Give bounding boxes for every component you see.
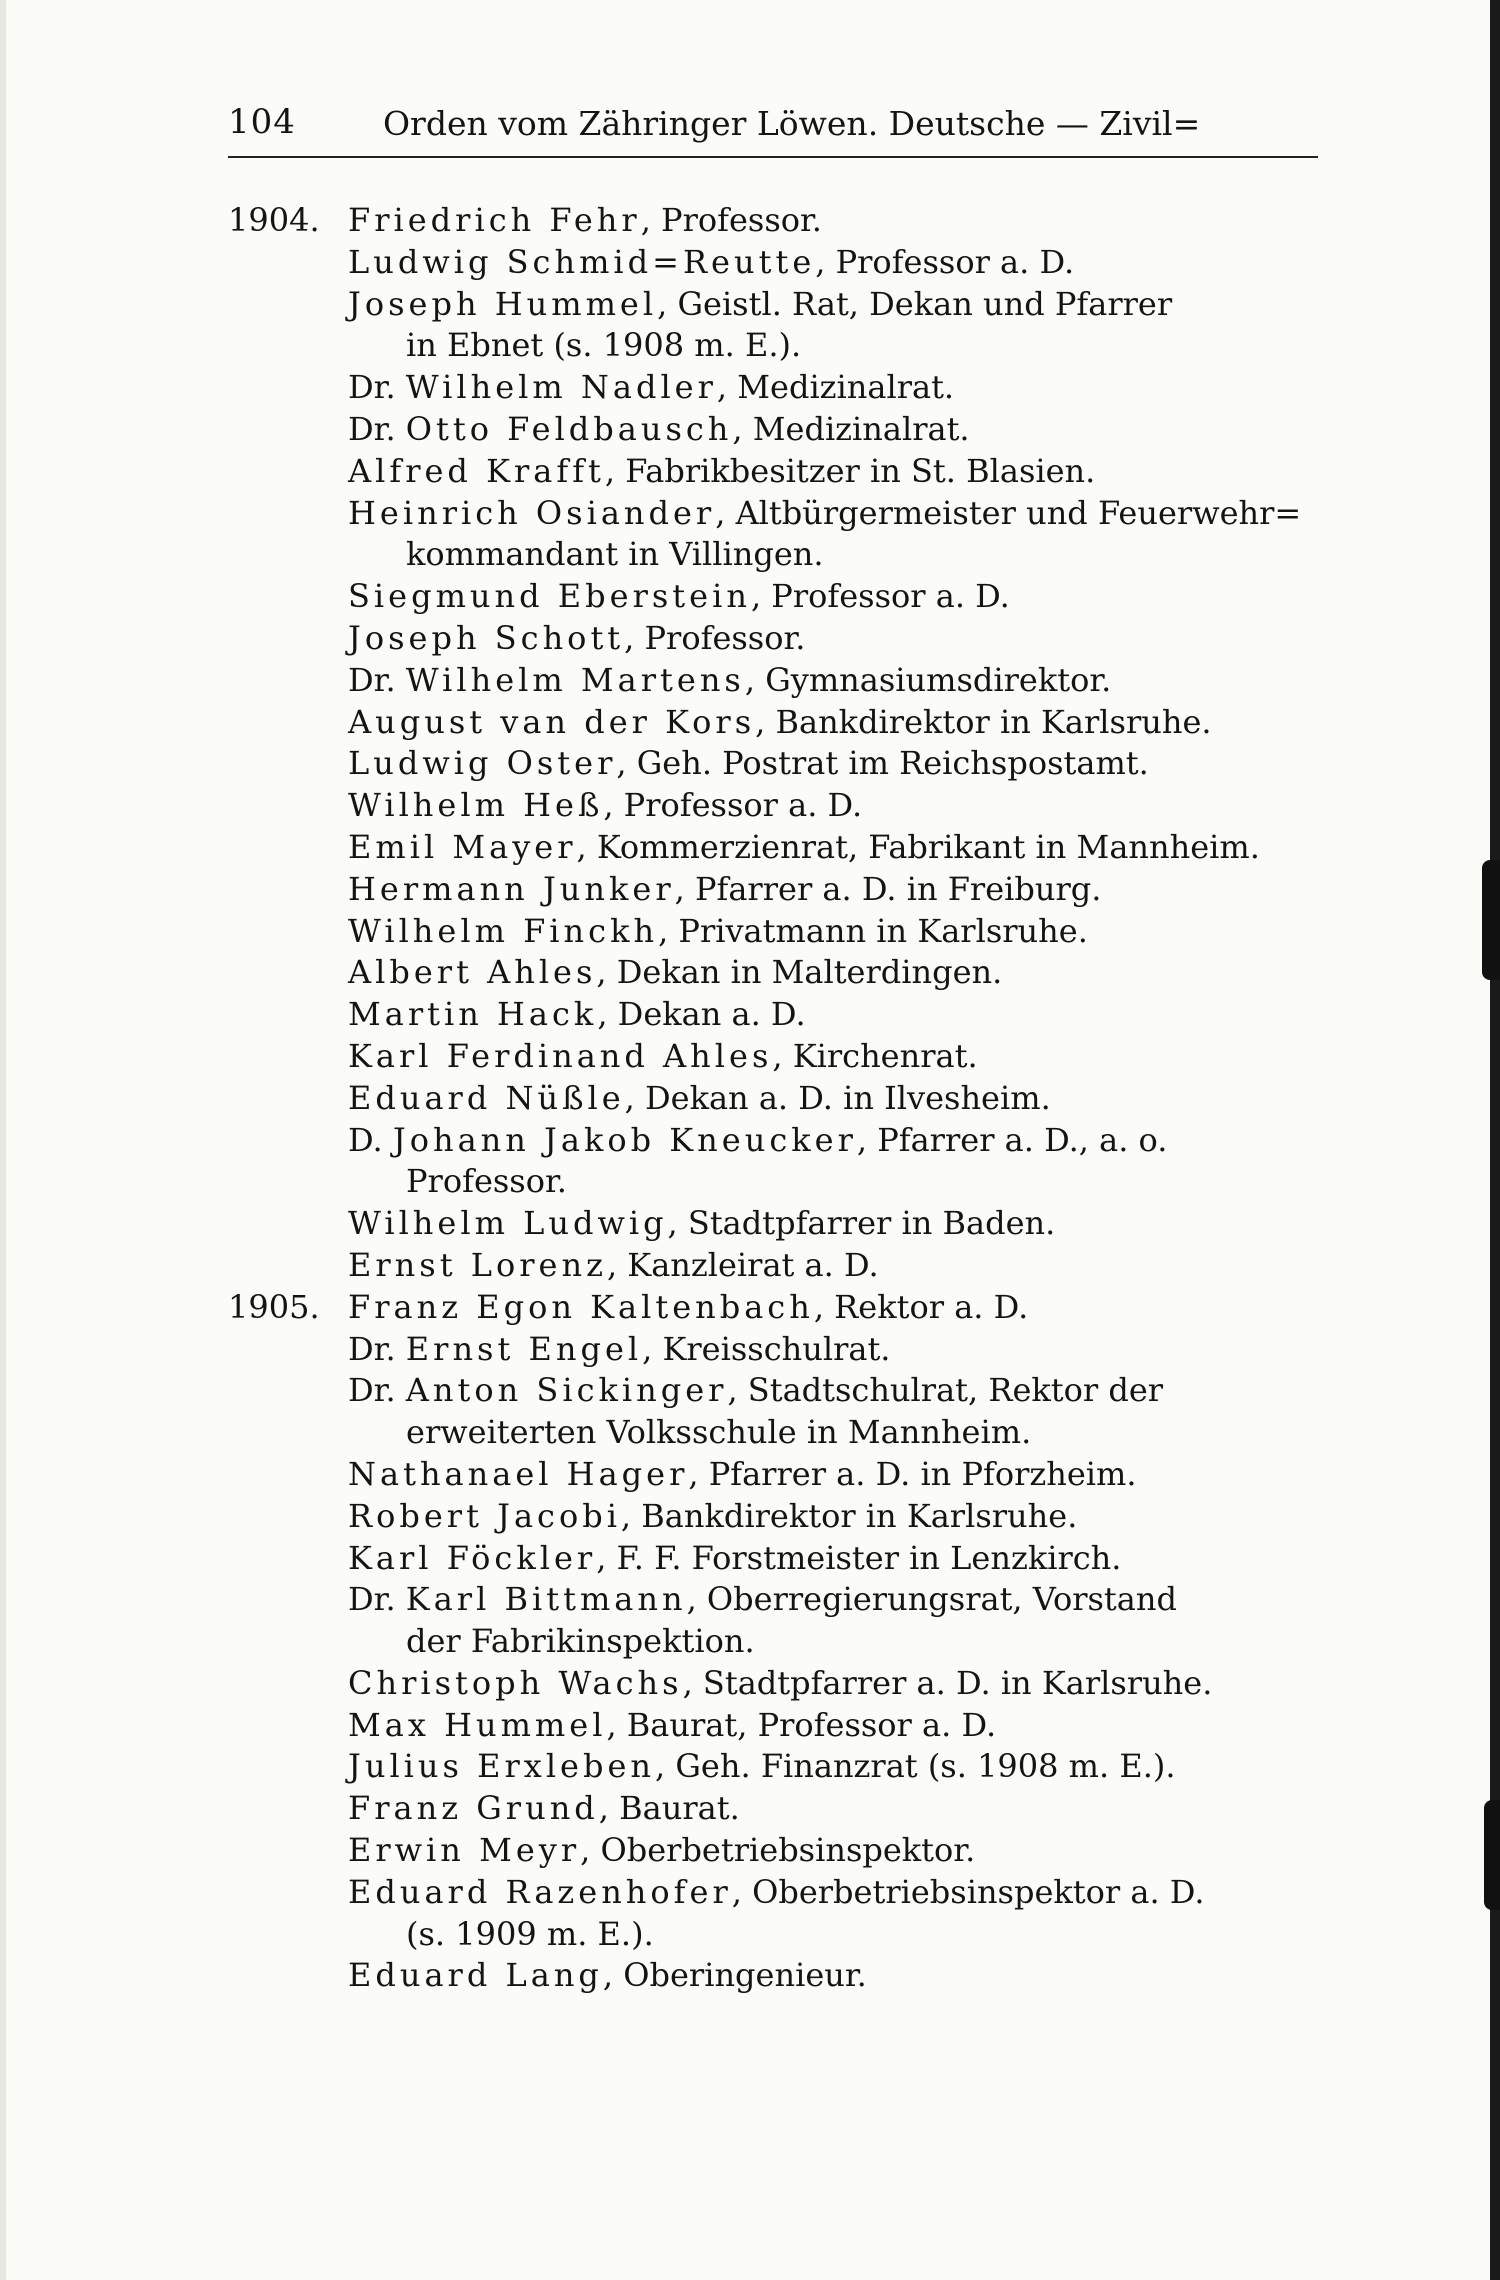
entry-continuation-line	[228, 325, 1328, 367]
entry-text	[348, 409, 970, 451]
list-item	[228, 1579, 1328, 1621]
person-name: Eduard Nüßle	[348, 1078, 625, 1117]
list-item	[228, 409, 1328, 451]
entry-text	[348, 911, 1088, 953]
person-title: , Medizinalrat.	[716, 368, 955, 407]
entry-text	[348, 576, 1010, 618]
entry-text	[348, 743, 1149, 785]
person-name: Martin Hack	[348, 995, 598, 1034]
person-name: August van der Kors	[348, 702, 756, 741]
entry-text	[348, 660, 1111, 702]
entry-continuation-line	[228, 534, 1328, 576]
running-title: Orden vom Zähringer Löwen. Deutsche — Zivil=	[383, 104, 1201, 143]
list-item	[228, 1705, 1328, 1747]
person-title: , Kirchenrat.	[772, 1036, 978, 1075]
list-item	[228, 367, 1328, 409]
name-prefix: Dr.	[348, 660, 406, 699]
entry-text	[348, 1120, 1167, 1162]
person-name: Julius Erxleben	[348, 1747, 656, 1786]
list-item	[228, 869, 1328, 911]
person-title: , Pfarrer a. D. in Freiburg.	[674, 869, 1102, 908]
page-number: 104	[228, 102, 296, 142]
entry-text	[348, 1036, 978, 1078]
list-item	[228, 1788, 1328, 1830]
entry-text	[348, 1830, 975, 1872]
person-title: , Professor.	[640, 201, 822, 239]
entry-text	[348, 1245, 879, 1287]
list-item	[228, 911, 1328, 953]
list-item	[228, 1538, 1328, 1580]
entry-text	[348, 1663, 1212, 1705]
person-title: erweiterten Volksschule in Mannheim.	[406, 1413, 1032, 1452]
person-name: Joseph Schott	[348, 618, 625, 657]
entry-text	[348, 785, 862, 827]
person-title: , Rektor a. D.	[813, 1287, 1029, 1326]
person-name: Robert Jacobi	[348, 1496, 621, 1535]
person-title: , Gymnasiumsdirektor.	[744, 660, 1112, 699]
person-title: , Kommerzienrat, Fabrikant in Mannheim.	[576, 827, 1260, 866]
entry-text	[348, 200, 822, 242]
person-title: , Professor.	[624, 618, 806, 657]
person-name: Johann Jakob Kneucker	[392, 1120, 857, 1159]
person-name: Max Hummel	[348, 1705, 607, 1744]
list-item	[228, 785, 1328, 827]
list-item	[228, 1287, 1328, 1329]
list-item	[228, 1078, 1328, 1120]
list-item	[228, 1830, 1328, 1872]
list-item	[228, 451, 1328, 493]
person-title: , Professor a. D.	[750, 577, 1010, 616]
person-title: in Ebnet (s. 1908 m. E.).	[406, 326, 802, 365]
person-title: , Oberingenieur.	[602, 1956, 867, 1995]
person-title: , Pfarrer a. D. in Pforzheim.	[688, 1454, 1137, 1493]
person-name: Wilhelm Finckh	[348, 911, 659, 950]
header-rule	[228, 156, 1318, 158]
person-title: , Kreisschulrat.	[642, 1329, 891, 1368]
person-title: , Bankdirektor in Karlsruhe.	[620, 1496, 1078, 1535]
person-name: Albert Ahles	[348, 953, 597, 992]
entry-text	[348, 1579, 1177, 1621]
entry-text	[406, 1161, 567, 1203]
person-title: , Geh. Finanzrat (s. 1908 m. E.).	[655, 1747, 1176, 1786]
entry-text	[348, 1955, 867, 1997]
name-prefix: D.	[348, 1120, 393, 1159]
entry-continuation-line	[228, 1914, 1328, 1956]
person-title: , Dekan a. D.	[597, 995, 806, 1034]
list-item	[228, 660, 1328, 702]
page-header	[228, 98, 1201, 154]
person-name: Wilhelm Nadler	[405, 368, 717, 407]
list-item	[228, 1454, 1328, 1496]
person-title: , Altbürgermeister und Feuerwehr=	[715, 493, 1302, 532]
entry-text	[348, 493, 1301, 535]
entry-text	[348, 827, 1260, 869]
person-name: Erwin Meyr	[348, 1831, 581, 1870]
person-name: Friedrich Fehr	[348, 201, 641, 239]
list-item	[228, 1036, 1328, 1078]
name-prefix: Dr.	[348, 1371, 406, 1410]
entry-text	[348, 284, 1172, 326]
person-title: , Oberbetriebsinspektor a. D.	[731, 1872, 1205, 1911]
person-name: Ernst Engel	[405, 1329, 643, 1368]
person-name: Ludwig Schmid=Reutte	[348, 242, 816, 281]
list-item	[228, 952, 1328, 994]
entry-text	[348, 1872, 1204, 1914]
entry-text	[348, 1287, 1028, 1329]
person-name: Hermann Junker	[348, 869, 675, 908]
name-prefix: Dr.	[348, 409, 406, 448]
page-edge-shadow	[1482, 860, 1500, 980]
person-name: Joseph Hummel	[348, 284, 658, 323]
list-item	[228, 1872, 1328, 1914]
honours-list	[228, 200, 1328, 1997]
entry-text	[348, 1788, 740, 1830]
person-name: Karl Bittmann	[405, 1580, 687, 1619]
entry-text	[406, 325, 801, 367]
person-title: , Kanzleirat a. D.	[606, 1245, 879, 1284]
entry-text	[348, 451, 1095, 493]
person-title: Professor.	[406, 1162, 567, 1201]
entry-text	[348, 1203, 1055, 1245]
person-name: Alfred Krafft	[348, 451, 605, 490]
list-item	[228, 1370, 1328, 1412]
list-item	[228, 743, 1328, 785]
list-item	[228, 702, 1328, 744]
entry-text	[348, 1496, 1077, 1538]
person-name: Nathanael Hager	[348, 1454, 689, 1493]
person-title: , Stadtpfarrer a. D. in Karlsruhe.	[682, 1663, 1213, 1702]
person-title: , Professor a. D.	[815, 242, 1075, 281]
person-title: , Privatmann in Karlsruhe.	[658, 911, 1088, 950]
entry-continuation-line	[228, 1161, 1328, 1203]
person-name: Christoph Wachs	[348, 1663, 683, 1702]
person-title: , Geistl. Rat, Dekan und Pfarrer	[657, 284, 1173, 323]
list-item	[228, 1329, 1328, 1371]
person-title: , Geh. Postrat im Reichspostamt.	[616, 744, 1149, 783]
list-item	[228, 493, 1328, 535]
entry-text	[406, 1621, 755, 1663]
person-title: , Baurat, Professor a. D.	[606, 1705, 997, 1744]
entry-text	[348, 367, 954, 409]
person-name: Emil Mayer	[348, 827, 577, 866]
person-name: Otto Feldbausch	[405, 409, 733, 448]
entry-text	[348, 1538, 1121, 1580]
person-title: , F. F. Forstmeister in Lenzkirch.	[596, 1538, 1122, 1577]
person-name: Eduard Razenhofer	[348, 1872, 732, 1911]
person-name: Wilhelm Heß	[348, 786, 604, 825]
list-item	[228, 284, 1328, 326]
person-title: , Dekan a. D. in Ilvesheim.	[624, 1078, 1051, 1117]
entry-text	[348, 994, 806, 1036]
person-name: Franz Grund	[348, 1789, 599, 1828]
person-name: Karl Föckler	[348, 1538, 597, 1577]
entry-text	[348, 1454, 1137, 1496]
award-year: 1905.	[228, 1287, 320, 1326]
person-title: , Stadtschulrat, Rektor der	[727, 1371, 1164, 1410]
entry-text	[406, 1914, 654, 1956]
person-title: , Oberregierungsrat, Vorstand	[686, 1580, 1177, 1619]
person-name: Eduard Lang	[348, 1956, 603, 1995]
person-title: , Professor a. D.	[603, 786, 863, 825]
person-title: kommandant in Villingen.	[406, 535, 824, 574]
list-item	[228, 200, 1328, 242]
award-year: 1904.	[228, 201, 320, 239]
entry-text	[348, 242, 1074, 284]
list-item	[228, 618, 1328, 660]
entry-text	[348, 1705, 996, 1747]
entry-text	[348, 952, 1002, 994]
entry-text	[348, 869, 1101, 911]
person-name: Ludwig Oster	[348, 744, 617, 783]
page-edge-left	[0, 0, 6, 2280]
person-title: , Oberbetriebsinspektor.	[580, 1831, 976, 1870]
person-title: , Fabrikbesitzer in St. Blasien.	[604, 451, 1096, 490]
person-title: (s. 1909 m. E.).	[406, 1914, 654, 1953]
list-item	[228, 1663, 1328, 1705]
person-name: Anton Sickinger	[405, 1371, 728, 1410]
name-prefix: Dr.	[348, 1329, 406, 1368]
person-name: Wilhelm Ludwig	[348, 1204, 668, 1243]
person-name: Heinrich Osiander	[348, 493, 716, 532]
person-name: Siegmund Eberstein	[348, 577, 751, 616]
entry-text	[406, 534, 824, 576]
list-item	[228, 827, 1328, 869]
person-title: , Medizinalrat.	[732, 409, 970, 448]
name-prefix: Dr.	[348, 1580, 406, 1619]
entry-text	[348, 1370, 1163, 1412]
page-edge-shadow	[1484, 1800, 1500, 1910]
list-item	[228, 1496, 1328, 1538]
person-name: Franz Egon Kaltenbach	[348, 1287, 814, 1326]
person-title: , Dekan in Malterdingen.	[596, 953, 1003, 992]
entry-text	[348, 1746, 1176, 1788]
person-title: , Baurat.	[598, 1789, 740, 1828]
entry-text	[406, 1412, 1031, 1454]
entry-text	[348, 618, 805, 660]
person-name: Wilhelm Martens	[405, 660, 745, 699]
person-title: , Stadtpfarrer in Baden.	[667, 1204, 1056, 1243]
list-item	[228, 1120, 1328, 1162]
person-title: , Bankdirektor in Karlsruhe.	[755, 702, 1212, 741]
list-item	[228, 1746, 1328, 1788]
person-name: Ernst Lorenz	[348, 1245, 607, 1284]
list-item	[228, 242, 1328, 284]
entry-text	[348, 1329, 890, 1371]
person-title: , Pfarrer a. D., a. o.	[856, 1120, 1168, 1159]
list-item	[228, 576, 1328, 618]
person-title: der Fabrikinspektion.	[406, 1622, 755, 1661]
entry-text	[348, 702, 1212, 744]
entry-continuation-line	[228, 1621, 1328, 1663]
list-item	[228, 1955, 1328, 1997]
list-item	[228, 994, 1328, 1036]
name-prefix: Dr.	[348, 368, 406, 407]
list-item	[228, 1203, 1328, 1245]
page-edge-right	[1490, 0, 1500, 2280]
list-item	[228, 1245, 1328, 1287]
entry-continuation-line	[228, 1412, 1328, 1454]
entry-text	[348, 1078, 1051, 1120]
person-name: Karl Ferdinand Ahles	[348, 1036, 773, 1075]
